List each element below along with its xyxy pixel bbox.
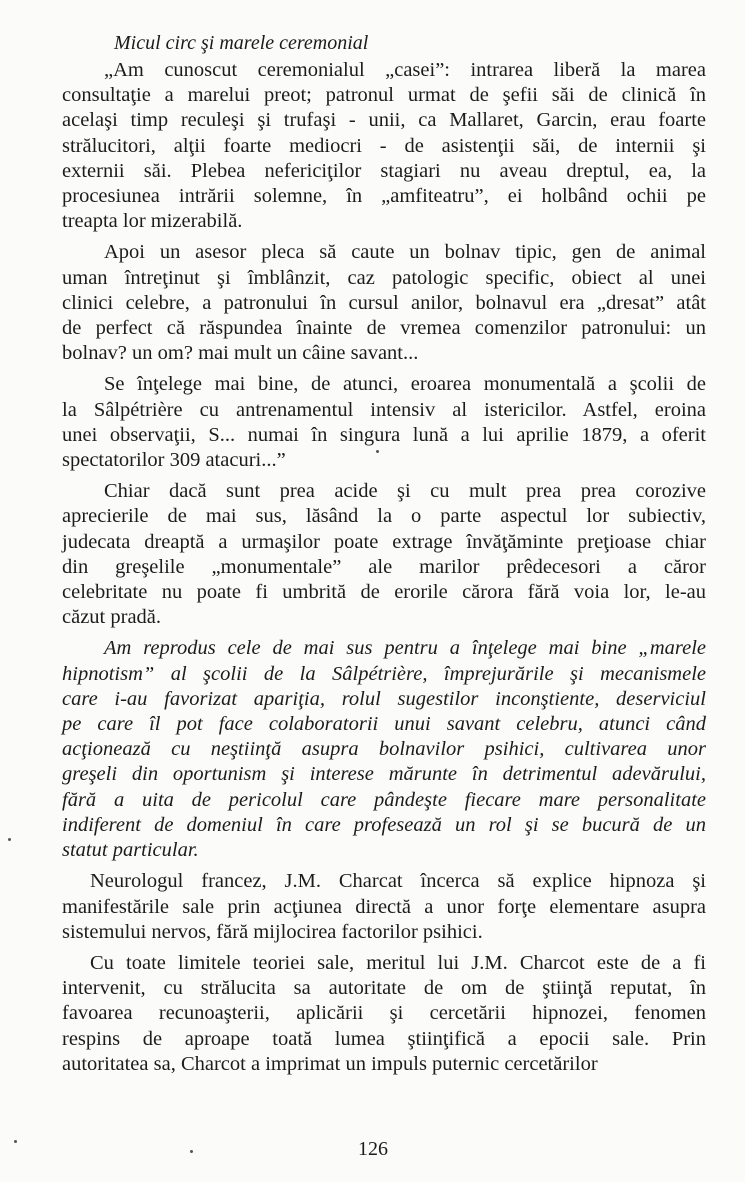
text-line: celebritate nu poate fi umbrită de erorile cărora fără voia lor, le-au (62, 581, 706, 604)
paragraph (62, 240, 706, 366)
text-line: Cu toate limitele teoriei sale, meritul lui J.M. Charcot este de a fi (90, 951, 706, 974)
text-line: clinici celebre, a patronului în cursul anilor, bolnavul era „dresat” atât (62, 291, 706, 314)
text-line: procesiunea intrării solemne, în „amfiteatru”, ei holbând ochii pe (62, 185, 706, 208)
scan-speck (8, 838, 11, 841)
text-line: la Sâlpétrière cu antrenamentul intensiv al istericilor. Astfel, eroina (62, 398, 706, 421)
text-line: Chiar dacă sunt prea acide şi cu mult prea prea corozive (104, 480, 706, 503)
text-line: Am reprodus cele de mai sus pentru a înţelege mai bine „marele (104, 637, 706, 660)
text-line: hipnotism” al şcolii de la Sâlpétrière, împrejurările şi mecanismele (62, 662, 706, 685)
page-number: 126 (358, 1138, 388, 1160)
text-line: din greşelile „monumentale” ale marilor prêdecesori a căror (62, 555, 706, 578)
paragraph (62, 636, 706, 863)
scan-speck (190, 1150, 193, 1153)
text-line: Apoi un asesor pleca să caute un bolnav tipic, gen de animal (104, 241, 706, 264)
paragraph (62, 869, 706, 945)
text-line: care i-au favorizat apariţia, rolul sugestilor inconştiente, deserviciul (62, 687, 706, 710)
text-line: treapta lor mizerabilă. (62, 210, 243, 233)
paragraph (62, 372, 706, 473)
text-line: statut particular. (62, 839, 199, 862)
text-line: pe care îl pot face colaboratorii unui savant celebru, atunci când (62, 713, 706, 736)
text-line: unei observaţii, S... numai în singura lună a lui aprilie 1879, a oferit (62, 423, 706, 446)
text-line: manifestările sale prin acţiunea directă a unor forţe elementare asupra (62, 895, 706, 918)
scan-speck (376, 450, 379, 453)
section-title: Micul circ şi marele ceremonial (114, 32, 369, 54)
text-line: sistemului nervos, fără mijlocirea factorilor psihici. (62, 920, 483, 943)
text-line: acţionează cu neştiinţă asupra bolnavilor psihici, cultivarea unor (62, 738, 706, 761)
text-line: spectatorilor 309 atacuri...” (62, 449, 286, 472)
paragraph (62, 58, 706, 234)
text-line: fără a uita de pericolul care pândeşte fiecare mare personalitate (62, 788, 706, 811)
text-line: consultaţie a marelui preot; patronul urmat de şefii săi de clinică în (62, 84, 706, 107)
text-line: Neurologul francez, J.M. Charcat încerca să explice hipnoza şi (90, 870, 706, 893)
text-line: căzut pradă. (62, 606, 162, 629)
text-line: de perfect că răspundea înainte de vremea comenzilor patronului: un (62, 317, 706, 340)
text-line: strălucitori, alţii foarte mediocri - de asistenţii săi, de internii şi (62, 134, 706, 157)
text-line: judecata dreaptă a urmaşilor poate extrage învăţăminte preţioase chiar (62, 530, 706, 553)
text-line: aprecierile de mai sus, lăsând la o parte aspectul lor subiectiv, (62, 505, 706, 528)
text-line: autoritatea sa, Charcot a imprimat un impuls puternic cercetărilor (62, 1052, 598, 1075)
text-line: indiferent de domeniul în care profesează un rol şi se bucură de un (62, 813, 706, 836)
text-line: Se înţelege mai bine, de atunci, eroarea monumentală a şcolii de (104, 373, 706, 396)
scan-speck (14, 1140, 17, 1143)
text-line: acelaşi timp reculeşi şi trufaşi - unii, ca Mallaret, Garcin, erau foarte (62, 109, 706, 132)
text-line: intervenit, cu strălucita sa autoritate de om de ştiinţă reputat, în (62, 977, 706, 1000)
text-line: uman întreţinut şi îmblânzit, caz patologic specific, obiect al unei (62, 266, 706, 289)
text-line: externii săi. Plebea nefericiţilor stagiari nu aveau dreptul, ea, la (62, 159, 706, 182)
text-line: favoarea recunoaşterii, aplicării şi cercetării hipnozei, fenomen (62, 1002, 706, 1025)
page-body (62, 30, 706, 1083)
text-line: „Am cunoscut ceremonialul „casei”: intrarea liberă la marea (104, 59, 706, 81)
paragraph (62, 479, 706, 630)
text-line: bolnav? un om? mai mult un câine savant... (62, 342, 419, 365)
text-line: greşeli din oportunism şi interese mărunte în detrimentul adevărului, (62, 763, 706, 786)
text-line: respins de aproape toată lumea ştiinţifică a epocii sale. Prin (62, 1027, 706, 1050)
paragraph (62, 951, 706, 1077)
text-body (62, 58, 706, 1077)
